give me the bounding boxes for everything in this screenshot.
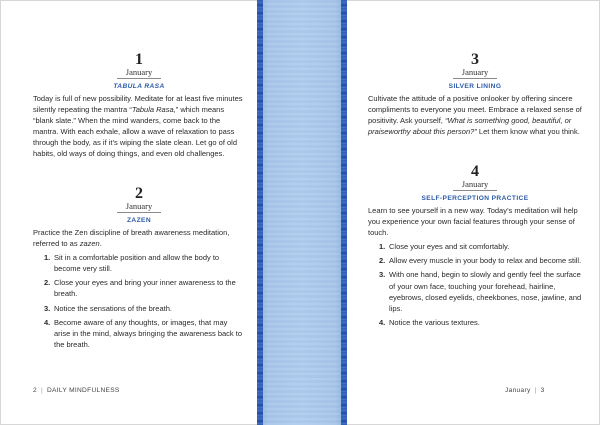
steps-list bbox=[368, 241, 582, 328]
month-label: January bbox=[461, 67, 489, 77]
list-item: 2. Allow every muscle in your body to relax and become still. bbox=[379, 256, 582, 266]
entry-title: ZAZEN bbox=[127, 217, 151, 224]
entry-day-2 bbox=[33, 186, 245, 353]
divider bbox=[117, 212, 161, 213]
day-number: 2 bbox=[135, 185, 143, 202]
entry-title: SELF-PERCEPTION PRACTICE bbox=[421, 195, 529, 202]
steps-list bbox=[33, 252, 245, 350]
running-head: January bbox=[505, 387, 531, 394]
entry-body: Cultivate the attitude of a positive onlooker by offering sincere compliments to everyone you meet. Embrace a relaxed sense of positivity. Ask yourself, “What is something good, beautiful, or praiseworthy about this person?” Let them know what you think. bbox=[368, 94, 582, 137]
list-item: 3. Notice the sensations of the breath. bbox=[44, 303, 172, 313]
left-page bbox=[0, 0, 258, 425]
entry-day-1 bbox=[33, 52, 245, 160]
book-spine bbox=[258, 0, 346, 425]
entry-intro: Learn to see yourself in a new way. Today’s meditation will help you experience your own facial features through your sense of touch. bbox=[368, 206, 578, 238]
day-number: 3 bbox=[471, 51, 479, 68]
footer-left: 2 | DAILY MINDFULNESS bbox=[33, 387, 120, 394]
month-label: January bbox=[125, 67, 153, 77]
page-number: 3 bbox=[540, 387, 545, 394]
footer-right: January | 3 bbox=[505, 387, 545, 394]
entry-intro: Practice the Zen discipline of breath awareness meditation, referred to as zazen. bbox=[33, 228, 230, 249]
divider bbox=[117, 78, 161, 79]
list-item: 4. Become aware of any thoughts, or images, that may arise in the mind, always bringing the awareness back to the breath. bbox=[44, 317, 243, 349]
entry-title: TABULA RASA bbox=[113, 83, 165, 90]
entry-body: Today is full of new possibility. Meditate for at least five minutes silently repeating the mantra “Tabula Rasa,” which means “blank slate.” When the mind wanders, come back to the mantra. With each exhale, allow a wave of relaxation to pass through the body, as if it’s wiping the slate clean. Let go of old habits, old ways of doing things, and even old challenges. bbox=[33, 94, 243, 159]
day-number: 4 bbox=[471, 163, 479, 180]
list-item: 1. Close your eyes and sit comfortably. bbox=[379, 242, 510, 252]
right-page bbox=[346, 0, 600, 425]
entry-title: SILVER LINING bbox=[448, 83, 502, 90]
spine-edge-left bbox=[257, 0, 263, 425]
running-head: DAILY MINDFULNESS bbox=[46, 387, 120, 394]
page-number: 2 bbox=[33, 387, 37, 394]
list-item: 3. With one hand, begin to slowly and gently feel the surface of your own face, touching your forehead, hairline, eyebrows, closed eyelids, cheekbones, nose, jawline, and lips. bbox=[379, 270, 582, 313]
month-label: January bbox=[461, 179, 489, 189]
entry-day-3 bbox=[368, 52, 582, 137]
month-label: January bbox=[125, 201, 153, 211]
list-item: 4. Notice the various textures. bbox=[379, 317, 480, 327]
divider bbox=[453, 78, 497, 79]
list-item: 2. Close your eyes and bring your inner awareness to the breath. bbox=[44, 278, 236, 299]
entry-day-4 bbox=[368, 164, 582, 331]
day-number: 1 bbox=[135, 51, 143, 68]
divider bbox=[453, 190, 497, 191]
list-item: 1. Sit in a comfortable position and allow the body to become very still. bbox=[44, 253, 220, 274]
